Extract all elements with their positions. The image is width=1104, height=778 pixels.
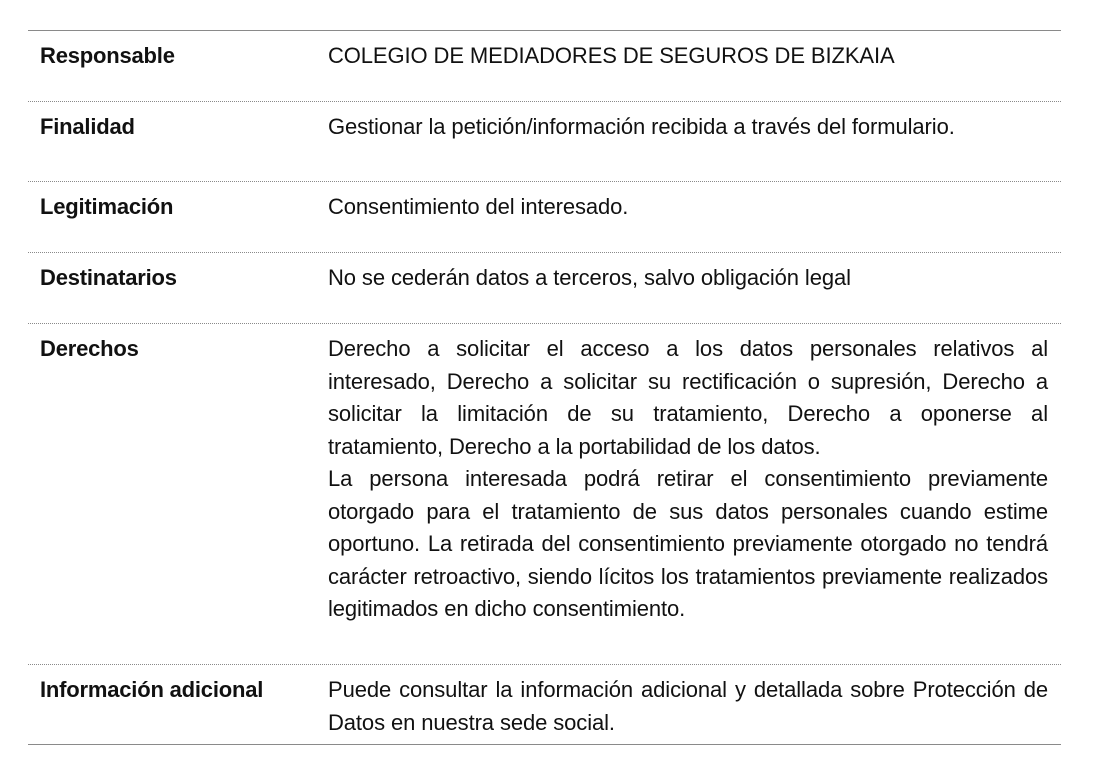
row-label-responsable: Responsable [40,43,175,68]
row-label-informacion-adicional: Información adicional [40,677,264,702]
row-value-derechos [328,324,1048,664]
data-protection-table [28,30,1061,745]
table-row-responsable [28,31,1061,102]
table-row-informacion-adicional [28,665,1061,744]
row-label-legitimacion: Legitimación [40,194,174,219]
row-value-responsable: COLEGIO DE MEDIADORES DE SEGUROS DE BIZKAIA [328,43,895,68]
row-label-finalidad: Finalidad [40,114,135,139]
table-row-destinatarios [28,253,1061,324]
row-value-destinatarios: No se cederán datos a terceros, salvo obligación legal [328,265,851,290]
table-row-finalidad [28,102,1061,182]
derechos-paragraph-withdrawal: La persona interesada podrá retirar el consentimiento previamente otorgado para el tratamiento de sus datos personales cuando estime oportuno. La retirada del consentimiento previamente otorgado no tendrá carácter retroactivo, siendo lícitos los tratamientos previamente realizados legitimados en dicho consentimiento. [328,466,1048,621]
row-value-finalidad: Gestionar la petición/información recibida a través del formulario. [328,114,955,139]
table-row-legitimacion [28,182,1061,253]
table-row-derechos [28,324,1061,665]
row-label-destinatarios: Destinatarios [40,265,177,290]
row-value-legitimacion: Consentimiento del interesado. [328,194,629,219]
derechos-paragraph-rights: Derecho a solicitar el acceso a los datos personales relativos al interesado, Derecho a solicitar su rectificación o supresión, Derecho a solicitar la limitación de su tratamiento, Derecho a oponerse al tratamiento, Derecho a la portabilidad de los datos. [328,336,1048,459]
row-label-derechos: Derechos [40,336,139,361]
row-value-informacion-adicional: Puede consultar la información adicional y detallada sobre Protección de Datos en nuestra sede social. [328,677,1048,735]
